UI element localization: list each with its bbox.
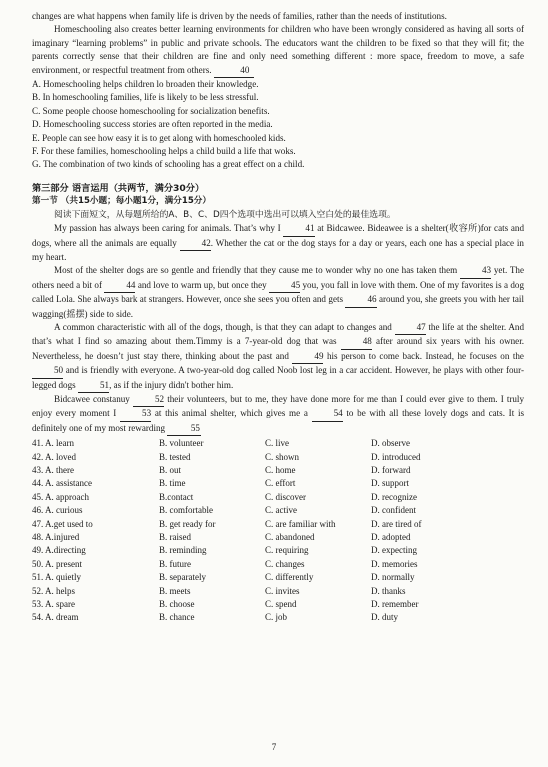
- choice-row: [32, 504, 481, 517]
- blank-54: 54: [312, 407, 343, 421]
- choice-cell: C. effort: [265, 478, 296, 489]
- blank-47: 47: [395, 321, 426, 335]
- choice-cell: C. active: [265, 505, 297, 516]
- choice-row: [32, 531, 481, 544]
- choice-cell: B. meets: [159, 585, 191, 596]
- choice-cell: B. chance: [159, 612, 195, 623]
- choice-cell: B. get ready for: [159, 518, 216, 529]
- choice-cell: 49. A.directing: [32, 545, 86, 556]
- choice-cell: D. forward: [371, 465, 411, 475]
- blank-45: 45: [269, 279, 300, 293]
- choice-row: [32, 518, 481, 531]
- blank-51: 51: [78, 379, 109, 393]
- choice-cell: B. reminding: [159, 545, 207, 556]
- blank-53: 53: [120, 407, 151, 421]
- option-e: E. People can see how easy it is to get along with homeschooled kids.: [32, 132, 286, 143]
- cloze-paragraph-2: Most of the shelter dogs are so gentle and friendly that they cause me to wonder why no one has taken them 43 yet. The others need a bit of 44 and love to warm up, but once they 45 you, you fall in love with them. One of my favorites is a dog called Lola. She always bark at strangers. However, once she sees you often and gets 46 around you, she greets you with her tail wagging(摇摆) side to side.: [32, 265, 524, 319]
- choice-cell: C. discover: [265, 491, 306, 502]
- choice-cell: C. shown: [265, 451, 300, 462]
- blank-55: 55: [167, 422, 201, 436]
- choice-row: [32, 437, 481, 450]
- choice-cell: C. changes: [265, 558, 305, 569]
- choice-cell: 51. A. quietly: [32, 572, 81, 583]
- choice-cell: 53. A. spare: [32, 599, 75, 610]
- choice-cell: C. differently: [265, 572, 314, 583]
- choice-row: [32, 544, 481, 557]
- choice-row: [32, 491, 481, 504]
- choice-row: [32, 598, 481, 611]
- choice-cell: D. support: [371, 478, 409, 489]
- choice-cell: D. adopted: [371, 532, 411, 543]
- choice-cell: B. raised: [159, 532, 191, 543]
- cloze-paragraph-1: My passion has always been caring for animals. That’s why I 41 at Bidcawee. Bideawee is a shelter(收容所)for cats and dogs, where all the animals are equally 42. Whether the cat or the dog stays for a day or years, each one has a special place in my heart.: [32, 223, 525, 262]
- blank-44: 44: [104, 279, 135, 293]
- cloze-paragraph-3: A common characteristic with all of the dogs, though, is that they can adapt to changes and 47 the life at the shelter. And that’s what I find so amazing about them.Timmy is a 7-year-old dog that was 48 after around six years with his owner. Nevertheless, he doesn’t just stay there, thinking about the past and 49 his person to come back. Instead, he focuses on the 50 and is friendly with everyone. A two-year-old dog called Noob lost leg in a car accident. However, he plays with other four-legged dogs 51, as if the injury didn't bother him.: [32, 321, 524, 393]
- blank-52: 52: [133, 393, 164, 407]
- blank-42: 42: [180, 237, 211, 251]
- choice-cell: 42. A. loved: [32, 451, 76, 462]
- choice-cell: D. duty: [371, 612, 398, 623]
- choice-row: [32, 558, 481, 571]
- choice-cell: B. time: [159, 478, 186, 489]
- choice-cell: C. invites: [265, 585, 300, 596]
- choice-row: [32, 464, 481, 477]
- blank-40: 40: [214, 64, 254, 78]
- choice-cell: C. live: [265, 438, 289, 449]
- choice-cell: B. tested: [159, 451, 191, 462]
- choice-cell: B. choose: [159, 599, 195, 610]
- choice-cell: C. abandoned: [265, 532, 315, 543]
- choice-cell: 43. A. there: [32, 465, 74, 475]
- choice-cell: D. thanks: [371, 585, 406, 596]
- blank-46: 46: [345, 293, 376, 307]
- blank-50: 50: [32, 364, 63, 378]
- choice-cell: D. memories: [371, 558, 418, 569]
- choice-cell: D. recognize: [371, 491, 417, 502]
- answer-choices-table: [32, 437, 481, 625]
- choice-cell: 54. A. dream: [32, 612, 79, 623]
- choice-cell: D. are tired of: [371, 518, 422, 529]
- sentence-options: [32, 78, 524, 172]
- option-c: C. Some people choose homeschooling for socialization benefits.: [32, 105, 270, 116]
- choice-row: [32, 571, 481, 584]
- blank-49: 49: [292, 350, 323, 364]
- choice-cell: D. introduced: [371, 451, 421, 462]
- section-instruction: 阅读下面短文，从每题所给的A、B、C、D四个选项中选出可以填入空白处的最佳选项。: [54, 209, 396, 220]
- choice-row: [32, 611, 481, 624]
- passage-paragraph: Homeschooling also creates better learning environments for children who have been wrongly considered as having all sorts of imaginary “learning problems” in public and private schools. The educators want the children to be fixed so that they will fit; the parents correctly sense that their children are fine and only need something different : more space, freedom to move, a safe environment, or respectful treatment from others. 40: [32, 23, 524, 78]
- choice-cell: 50. A. present: [32, 558, 82, 569]
- choice-row: [32, 451, 481, 464]
- choice-cell: B.contact: [159, 491, 194, 502]
- choice-cell: 41. A. learn: [32, 438, 74, 449]
- choice-cell: 45. A. approach: [32, 491, 89, 502]
- section-subtitle: 第一节 （共15小题；每小题1分，满分15分）: [32, 196, 211, 207]
- option-b: B. In homeschooling families, life is likely to be less stressful.: [32, 92, 259, 103]
- choice-cell: 48. A.injured: [32, 532, 80, 543]
- choice-row: [32, 585, 481, 598]
- choice-cell: C. are familiar with: [265, 518, 336, 529]
- choice-cell: C. job: [265, 612, 288, 623]
- option-a: A. Homeschooling helps children lo broaden their knowledge.: [32, 79, 259, 90]
- choice-cell: B. separately: [159, 572, 206, 583]
- blank-48: 48: [341, 335, 372, 349]
- choice-cell: D. remember: [371, 599, 419, 610]
- choice-cell: D. normally: [371, 572, 415, 583]
- passage-line: changes are what happens when family life is driven by the needs of families, rather than the needs of institutions.: [32, 11, 447, 21]
- choice-cell: B. comfortable: [159, 505, 213, 516]
- page-number: 7: [271, 742, 277, 752]
- choice-cell: 46. A. curious: [32, 505, 83, 516]
- exam-page: [32, 10, 524, 625]
- choice-cell: B. out: [159, 465, 182, 475]
- choice-cell: 47. A.get used to: [32, 518, 93, 529]
- choice-cell: C. home: [265, 465, 296, 475]
- choice-row: [32, 477, 481, 490]
- option-f: F. For these families, homeschooling helps a child build a life that woks.: [32, 146, 296, 157]
- choice-cell: 52. A. helps: [32, 585, 76, 596]
- choice-cell: D. observe: [371, 438, 410, 449]
- blank-43: 43: [460, 264, 491, 278]
- blank-41: 41: [283, 222, 314, 236]
- choice-cell: D. confident: [371, 505, 416, 516]
- cloze-paragraph-4: Bidcawee constanuy 52 their volunteers, but to me, they have done more for me than I could ever give to them. I truly enjoy every moment I 53 at this animal shelter, which gives me a 54 to be with all these lovely dogs and cats. It is definitely one of my most rewarding 55: [32, 393, 524, 436]
- option-g: G. The combination of two kinds of schooling has a great effect on a child.: [32, 159, 305, 170]
- option-d: D. Homeschooling success stories are often reported in the media.: [32, 119, 273, 130]
- choice-cell: B. volunteer: [159, 438, 204, 449]
- part-title: 第三部分 语言运用（共两节，满分30分）: [32, 182, 205, 194]
- choice-cell: B. future: [159, 558, 191, 569]
- choice-cell: D. expecting: [371, 545, 417, 556]
- choice-cell: C. requiring: [265, 545, 309, 556]
- choice-cell: 44. A. assistance: [32, 478, 92, 489]
- choice-cell: C. spend: [265, 599, 297, 610]
